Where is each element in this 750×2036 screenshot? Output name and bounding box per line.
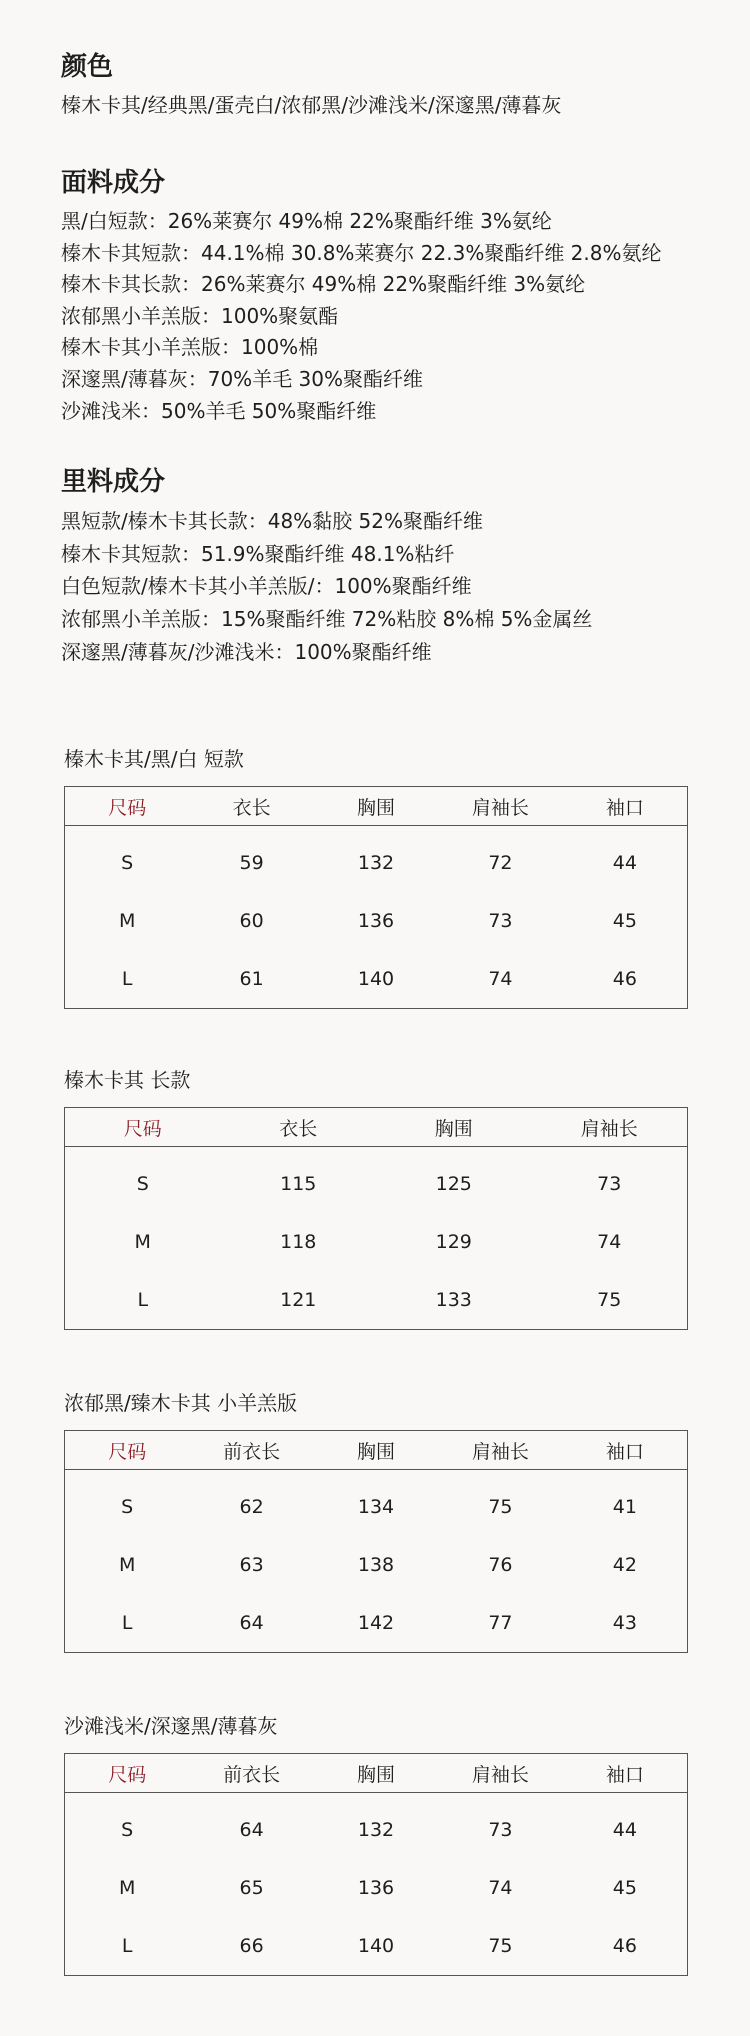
table-header: 肩袖长: [580, 1117, 638, 1140]
fabric-line: 榛木卡其小羊羔版：100%棉: [61, 335, 319, 359]
table-row: [65, 1594, 687, 1652]
table-cell: 61: [239, 968, 264, 990]
table-cell: 41: [612, 1496, 637, 1518]
table-cell: M: [119, 1877, 136, 1899]
table-header: 袖口: [605, 1763, 644, 1786]
table-cell: 125: [435, 1173, 472, 1195]
colors-title: 颜色: [61, 52, 114, 82]
table-cell: 136: [357, 1877, 395, 1899]
table-cell: 73: [488, 910, 513, 932]
table-header: 肩袖长: [471, 1440, 529, 1463]
table-cell: L: [121, 1612, 133, 1634]
size-header: 尺码: [108, 796, 147, 819]
table-header: 袖口: [605, 796, 644, 819]
table-cell: S: [121, 1496, 134, 1518]
table-cell: S: [121, 852, 134, 874]
table-row: [65, 950, 687, 1008]
table-cell: 75: [488, 1496, 513, 1518]
table-cell: 59: [239, 852, 264, 874]
size-header: 尺码: [108, 1763, 147, 1786]
table-cell: 46: [612, 968, 637, 990]
fabric-line: 浓郁黑小羊羔版：100%聚氨酯: [61, 304, 339, 328]
fabric-line: 榛木卡其短款：44.1%棉 30.8%莱赛尔 22.3%聚酯纤维 2.8%氨纶: [61, 241, 662, 265]
table-cell: 42: [612, 1554, 637, 1576]
fabric-line: 榛木卡其长款：26%莱赛尔 49%棉 22%聚酯纤维 3%氨纶: [61, 272, 586, 296]
table-cell: 142: [357, 1612, 395, 1634]
table-row: [65, 1536, 687, 1594]
table-caption: 沙滩浅米/深邃黑/薄暮灰: [64, 1714, 278, 1738]
fabric-title: 面料成分: [61, 168, 166, 198]
table-cell: 140: [357, 968, 395, 990]
table-header: 胸围: [357, 796, 396, 819]
table-cell: L: [121, 1935, 133, 1957]
table-header: 胸围: [357, 1440, 396, 1463]
table-header: 衣长: [279, 1117, 318, 1140]
table-header-row: [65, 1754, 687, 1793]
table-cell: 43: [612, 1612, 637, 1634]
table-cell: 138: [357, 1554, 395, 1576]
table-header-row: [65, 1108, 687, 1147]
table-cell: M: [119, 1554, 136, 1576]
table-cell: 60: [239, 910, 264, 932]
lining-line: 浓郁黑小羊羔版：15%聚酯纤维 72%粘胶 8%棉 5%金属丝: [61, 607, 593, 631]
table-caption: 榛木卡其/黑/白 短款: [64, 747, 244, 771]
table-cell: 74: [488, 968, 513, 990]
table-row: [65, 834, 687, 892]
table-row: [65, 1213, 687, 1271]
table-header: 袖口: [605, 1440, 644, 1463]
table-row: [65, 1801, 687, 1859]
table-cell: 72: [488, 852, 513, 874]
table-row: [65, 1859, 687, 1917]
lining-line: 黑短款/榛木卡其长款：48%黏胶 52%聚酯纤维: [61, 509, 484, 533]
fabric-line: 深邃黑/薄暮灰：70%羊毛 30%聚酯纤维: [61, 367, 424, 391]
table-cell: 140: [357, 1935, 395, 1957]
table-cell: 121: [280, 1289, 317, 1311]
table-header: 肩袖长: [471, 796, 529, 819]
table-header: 肩袖长: [471, 1763, 529, 1786]
size-table: [64, 1107, 688, 1330]
table-cell: 75: [488, 1935, 513, 1957]
size-header: 尺码: [123, 1117, 162, 1140]
table-header-row: [65, 1431, 687, 1470]
lining-line: 深邃黑/薄暮灰/沙滩浅米：100%聚酯纤维: [61, 640, 432, 664]
table-cell: 74: [597, 1231, 622, 1253]
table-cell: S: [121, 1819, 134, 1841]
table-row: [65, 892, 687, 950]
table-caption: 浓郁黑/臻木卡其 小羊羔版: [64, 1391, 298, 1415]
table-caption: 榛木卡其 长款: [64, 1068, 191, 1092]
size-table: [64, 786, 688, 1009]
lining-title: 里料成分: [61, 467, 166, 497]
table-cell: 76: [488, 1554, 513, 1576]
table-row: [65, 1478, 687, 1536]
table-row: [65, 1271, 687, 1329]
lining-line: 白色短款/榛木卡其小羊羔版/：100%聚酯纤维: [61, 574, 472, 598]
table-cell: 65: [239, 1877, 264, 1899]
table-cell: 75: [597, 1289, 622, 1311]
table-header: 前衣长: [223, 1763, 281, 1786]
table-header: 胸围: [357, 1763, 396, 1786]
table-header: 衣长: [232, 796, 271, 819]
table-cell: 44: [612, 852, 637, 874]
table-cell: 45: [612, 1877, 637, 1899]
table-cell: L: [121, 968, 133, 990]
table-cell: 118: [280, 1231, 317, 1253]
table-cell: 44: [612, 1819, 637, 1841]
table-row: [65, 1917, 687, 1975]
table-cell: 45: [612, 910, 637, 932]
table-row: [65, 1155, 687, 1213]
table-cell: 136: [357, 910, 395, 932]
table-cell: 133: [435, 1289, 472, 1311]
table-cell: 73: [488, 1819, 513, 1841]
table-cell: L: [137, 1289, 149, 1311]
table-header: 胸围: [434, 1117, 473, 1140]
size-table: [64, 1430, 688, 1653]
size-table: [64, 1753, 688, 1976]
fabric-line: 黑/白短款：26%莱赛尔 49%棉 22%聚酯纤维 3%氨纶: [61, 209, 552, 233]
table-cell: 115: [280, 1173, 317, 1195]
table-cell: M: [119, 910, 136, 932]
table-cell: 66: [239, 1935, 264, 1957]
size-header: 尺码: [108, 1440, 147, 1463]
table-cell: 64: [239, 1612, 264, 1634]
table-cell: 129: [435, 1231, 472, 1253]
table-cell: S: [136, 1173, 149, 1195]
table-cell: 62: [239, 1496, 264, 1518]
table-cell: 46: [612, 1935, 637, 1957]
table-cell: 132: [357, 852, 395, 874]
colors-list: 榛木卡其/经典黑/蛋壳白/浓郁黑/沙滩浅米/深邃黑/薄暮灰: [61, 93, 562, 117]
table-header-row: [65, 787, 687, 826]
table-cell: 77: [488, 1612, 513, 1634]
table-cell: 63: [239, 1554, 264, 1576]
fabric-line: 沙滩浅米：50%羊毛 50%聚酯纤维: [61, 399, 377, 423]
table-cell: M: [134, 1231, 151, 1253]
table-cell: 134: [357, 1496, 395, 1518]
table-cell: 73: [597, 1173, 622, 1195]
table-cell: 132: [357, 1819, 395, 1841]
table-header: 前衣长: [223, 1440, 281, 1463]
lining-line: 榛木卡其短款：51.9%聚酯纤维 48.1%粘纤: [61, 542, 455, 566]
table-cell: 74: [488, 1877, 513, 1899]
table-cell: 64: [239, 1819, 264, 1841]
